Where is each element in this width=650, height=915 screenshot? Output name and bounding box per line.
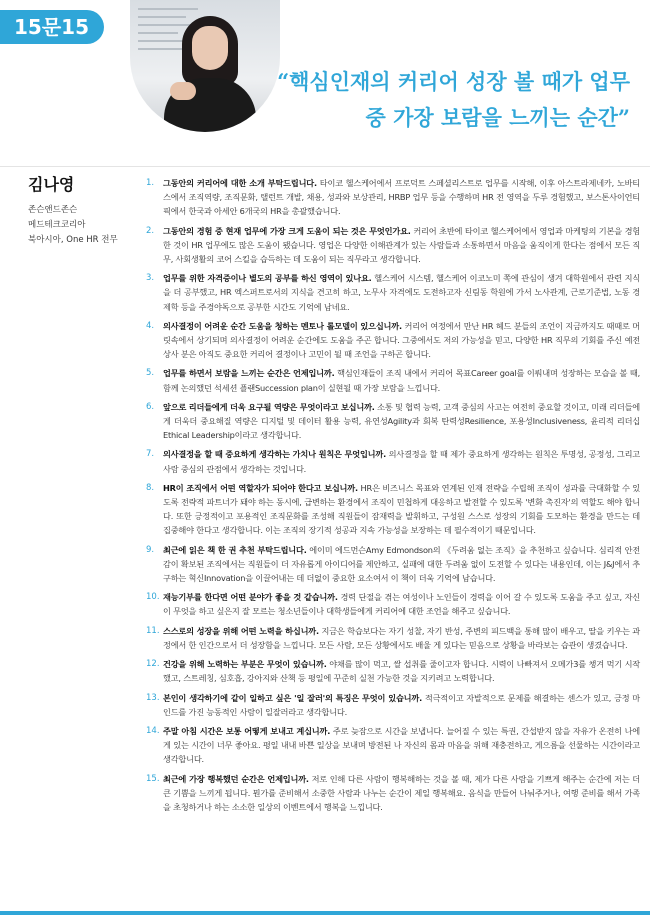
qa-item bbox=[146, 724, 640, 767]
qa-question: 앞으로 리더들에게 더욱 요구될 역량은 무엇이라고 보십니까. bbox=[163, 401, 375, 412]
qa-answer: 핵심인재들이 조직 내에서 커리어 목표Career goal를 이뤄내며 성장하는 모습을 볼 때, 함께 논의했던 석세션 플랜Succession plan이 실현될 때 가장 보람을 느낍니다. bbox=[163, 368, 640, 393]
qa-question: HR이 조직에서 어떤 역할자가 되어야 한다고 보십니까. bbox=[163, 482, 358, 493]
qa-number: 13. bbox=[146, 692, 160, 703]
qa-number: 1. bbox=[146, 178, 155, 188]
qa-text bbox=[163, 447, 640, 475]
qa-item bbox=[146, 657, 640, 685]
qa-text bbox=[163, 543, 640, 586]
qa-text bbox=[163, 724, 640, 767]
qa-text bbox=[163, 271, 640, 314]
qa-item bbox=[146, 366, 640, 394]
qa-item bbox=[146, 400, 640, 443]
qa-answer: 지금은 학습보다는 자기 성찰, 자기 반성, 주변의 피드백을 통해 많이 배우고, 딸을 키우는 과정에서 한 인간으로서 더 성장함을 느낍니다. 모든 사람, 모든 상황에서도 배울 게 있다는 믿음으로 상황을 바라보는 습관이 생겼습니다. bbox=[163, 625, 640, 650]
qa-item bbox=[146, 224, 640, 267]
interviewee-photo bbox=[130, 0, 280, 132]
qa-question: 의사결정이 어려운 순간 도움을 청하는 멘토나 롤모델이 있으십니까. bbox=[163, 320, 402, 331]
qa-number: 12. bbox=[146, 659, 160, 670]
person-hand bbox=[170, 82, 196, 100]
qa-answer: 에이미 에드먼슨Amy Edmondson의 《두려움 없는 조직》을 추천하고 싶습니다. 심리적 안전감이 확보된 조직에서는 직원들이 더 자유롭게 아이디어를 제안하고, 실패에 대한 두려움 없이 도전할 수 있다는 내용인데, 이는 J&J에서 추구하는 혁신Innovation을 이끌어내는 데 더없이 중요한 요소여서 이 책이 더욱 기억에 남습니다. bbox=[163, 544, 640, 584]
profile-name: 김나영 bbox=[28, 175, 75, 194]
qa-number: 11. bbox=[146, 625, 160, 636]
qa-answer: 적극적이고 자발적으로 문제를 해결하는 센스가 있고, 긍정 마인드를 가진 능동적인 사람이 일잘러라고 생각합니다. bbox=[163, 692, 640, 717]
section-tag: 15문15답 bbox=[0, 10, 104, 44]
qa-answer: HR은 비즈니스 목표와 연계된 인재 전략을 수립해 조직이 성과를 극대화할 수 있도록 전략적 파트너가 돼야 하는 동시에, 급변하는 환경에서 조직이 민첩하게 대응하고 발전할 수 있도록 '변화 촉진자'의 역할도 해야 합니다. 또한 긍정적이고 포용적인 조직문화를 조성해 직원들이 잠재력을 발휘하고, 구성원 스스로 성장의 기회를 도모하는 환경을 만드는 데 집중해야 한다고 생각합니다. 이는 조직의 장기적 성공과 지속 가능성을 보장하는 데 필수적이기 때문입니다. bbox=[163, 482, 640, 536]
qa-item bbox=[146, 447, 640, 475]
qa-answer: 타이코 헬스케어에서 프로덕트 스페셜리스트로 업무를 시작해, 이후 아스트라제네카, 노바티스에서 조직역량, 조직문화, 탤런트 개발, 채용, 성과와 보상관리, HRBP 업무 등을 수행하며 HR 전 영역을 두루 경험했고, 보스톤사이언티픽에서 한국과 아세안 6개국의 HR을 총괄했습니다. bbox=[163, 178, 640, 217]
qa-question: 업무를 하면서 보람을 느끼는 순간은 언제입니까. bbox=[163, 368, 335, 379]
qa-text bbox=[163, 772, 640, 815]
qa-question: 업무를 위한 자격증이나 별도의 공부를 하신 영역이 있나요. bbox=[163, 273, 372, 284]
qa-number: 14. bbox=[146, 725, 160, 736]
qa-item bbox=[146, 176, 640, 219]
qa-number: 3. bbox=[146, 273, 155, 284]
qa-answer: 의사결정을 할 때 제가 중요하게 생각하는 원칙은 투명성, 공정성, 그리고 사람 중심의 관점에서 생각하는 것입니다. bbox=[163, 449, 640, 474]
qa-text bbox=[163, 590, 640, 618]
qa-text bbox=[163, 624, 640, 652]
qa-number: 9. bbox=[146, 544, 155, 555]
qa-number: 7. bbox=[146, 449, 155, 460]
qa-item bbox=[146, 271, 640, 314]
qa-question: 건강을 위해 노력하는 부분은 무엇이 있습니까. bbox=[163, 659, 327, 670]
qa-answer: 소통 및 협력 능력, 고객 중심의 사고는 여전히 중요할 것이고, 미래 리더들에게 더욱더 중요해질 역량은 디지털 및 데이터 활용 능력, 유연성Agility과 회복 탄력성Resilience, 포용성Inclusiveness, 윤리적 리더십Ethical Leadership이라고 생각합니다. bbox=[163, 401, 641, 441]
qa-text bbox=[163, 319, 640, 362]
qa-number: 4. bbox=[146, 320, 155, 331]
profile-org-line-1: 존슨앤드존슨 bbox=[28, 205, 78, 215]
qa-number: 8. bbox=[146, 482, 155, 493]
qa-number: 15. bbox=[146, 773, 160, 784]
qa-answer: 헬스케어 시스템, 헬스케어 이코노미 쪽에 관심이 생겨 대학원에서 관련 지식을 더 공부했고, HR 엑스퍼트로서의 지식을 견고히 하고, 노무사 자격에도 도전하고자 신림동 학원에 가서 노사관계, 근로기준법, 노동 경제학 등을 주경야독으로 공부한 시간도 기억에 남네요. bbox=[163, 273, 641, 312]
qa-list bbox=[146, 176, 640, 819]
qa-answer: 주로 늦잠으로 시간을 보냅니다. 늘어질 수 있는 특권, 간섭받지 않을 자유가 온전히 나에게 있는 시간이 너무 좋아요. 평일 내내 바쁜 일상을 보내며 방전된 나 자신의 몸과 마음을 위해 재충전하고, 게으름을 선물하는 시간이라고 생각합니다. bbox=[163, 725, 640, 765]
qa-text bbox=[163, 224, 640, 267]
profile-org-line-2: 메드테크코리아 bbox=[28, 220, 86, 230]
qa-question: 최근에 읽은 책 한 권 추천 부탁드립니다. bbox=[163, 544, 307, 555]
qa-answer: 커리어 여정에서 만난 HR 헤드 분들의 조언이 지금까지도 때때로 머릿속에서 상기되며 의사결정이 어려운 순간에도 도움을 주곤 합니다. 그중에서도 저의 가능성을 믿고, 다양한 HR 직무의 기회를 주신 예전 상사 분은 아직도 중요한 커리어 결정이나 고민이 될 때 조언을 구하곤 합니다. bbox=[163, 320, 640, 360]
bottom-accent-bar bbox=[0, 911, 650, 915]
qa-item bbox=[146, 772, 640, 815]
divider bbox=[0, 166, 650, 167]
qa-text bbox=[163, 176, 640, 219]
headline-quote: “핵심인재의 커리어 성장 볼 때가 업무 중 가장 보람을 느끼는 순간” bbox=[277, 69, 630, 130]
qa-question: 의사결정을 할 때 중요하게 생각하는 가치나 원칙은 무엇입니까. bbox=[163, 449, 387, 460]
qa-answer: 커리어 초반에 타이코 헬스케어에서 영업과 마케팅의 기본을 경험한 것이 HR 업무에도 많은 도움이 됐습니다. 영업은 다양한 이해관계가 있는 사람들과 소통하면서 마음을 움직이게 한다는 점에서 모든 직무, 사회생활의 코어 스킬을 습득하는 데 도움이 되는 직무라고 생각합니다. bbox=[163, 225, 640, 265]
qa-item bbox=[146, 590, 640, 618]
qa-answer: 야채를 많이 먹고, 쌀 섭취를 줄이고자 합니다. 시력이 나빠져서 오메가3를 챙겨 먹기 시작했고, 스트레칭, 심호흡, 강아지와 산책 등 평일에 꾸준히 실천 가능한 것을 지키려고 노력합니다. bbox=[163, 659, 641, 684]
qa-item bbox=[146, 481, 640, 538]
qa-question: 재능기부를 한다면 어떤 분야가 좋을 것 같습니까. bbox=[163, 592, 338, 603]
qa-item bbox=[146, 691, 640, 719]
qa-item bbox=[146, 543, 640, 586]
qa-number: 10. bbox=[146, 592, 160, 603]
qa-answer: 경력 단절을 겪는 여성이나 노인들이 경력을 이어 갈 수 있도록 도움을 주고 싶고, 자신이 무엇을 하고 싶은지 잘 모르는 청소년들이나 대학생들에게 커리어에 대한 조언을 해주고 싶습니다. bbox=[163, 592, 640, 617]
qa-item bbox=[146, 319, 640, 362]
qa-text bbox=[163, 657, 640, 685]
qa-text bbox=[163, 481, 640, 538]
qa-text bbox=[163, 400, 640, 443]
qa-answer: 저로 인해 다른 사람이 행복해하는 것을 볼 때, 제가 다른 사람을 기쁘게 해주는 순간에 저는 더 큰 기쁨을 느끼게 됩니다. 뭔가를 준비해서 소중한 사람과 나누는 순간이 제일 행복해요. 음식을 만들어 나눠주거나, 여행 준비를 해서 가족을 초청하거나 하는 소소한 일상의 이벤트에서 행복을 느낍니다. bbox=[163, 773, 641, 812]
person-face bbox=[192, 26, 228, 70]
qa-question: 최근에 가장 행복했던 순간은 언제입니까. bbox=[163, 773, 309, 784]
qa-text bbox=[163, 691, 640, 719]
qa-number: 5. bbox=[146, 368, 155, 379]
qa-item bbox=[146, 624, 640, 652]
qa-number: 2. bbox=[146, 225, 155, 236]
qa-question: 본인이 생각하기에 같이 일하고 싶은 '일 잘러'의 특징은 무엇이 있습니까. bbox=[163, 692, 423, 703]
qa-text bbox=[163, 366, 640, 394]
qa-question: 스스로의 성장을 위해 어떤 노력을 하십니까. bbox=[163, 625, 319, 636]
qa-question: 주말 아침 시간은 보통 어떻게 보내고 계십니까. bbox=[163, 725, 331, 736]
qa-question: 그동안의 커리어에 대한 소개 부탁드립니다. bbox=[163, 178, 317, 188]
profile-block bbox=[28, 172, 143, 248]
qa-number: 6. bbox=[146, 401, 155, 412]
profile-org-line-3: 북아시아, One HR 전무 bbox=[28, 235, 118, 245]
qa-question: 그동안의 경험 중 현재 업무에 가장 크게 도움이 되는 것은 무엇인가요. bbox=[163, 225, 411, 236]
